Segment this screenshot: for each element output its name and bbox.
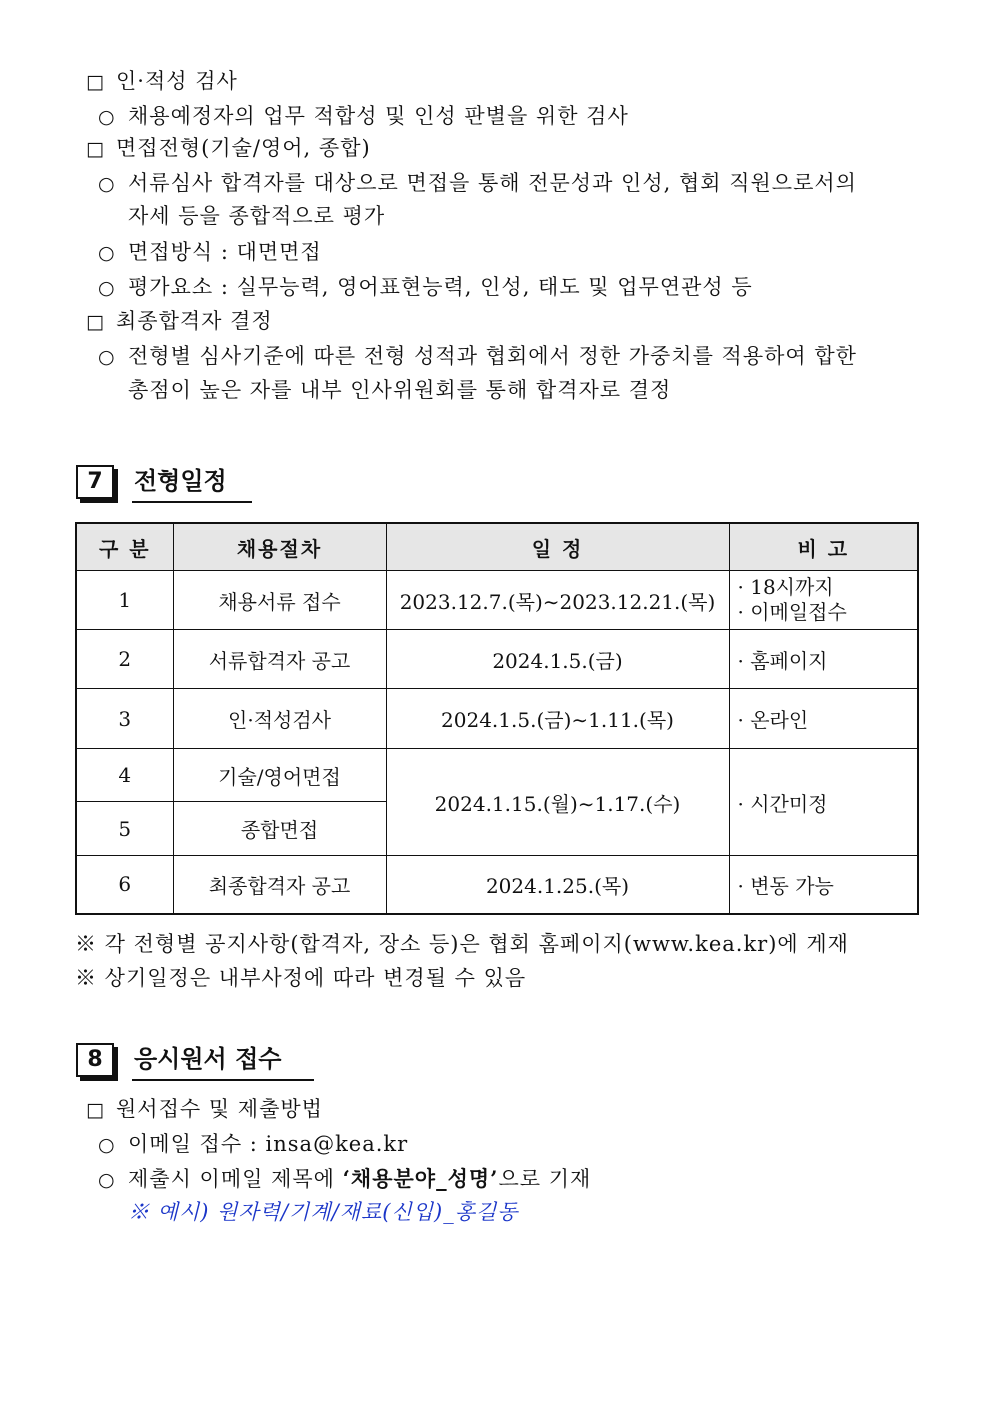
- item-email-subject: ○ 제출시 이메일 제목에 ‘채용분야_성명’으로 기재: [98, 1164, 591, 1195]
- section-number-box: 8: [76, 1043, 114, 1077]
- table-row: [76, 571, 918, 630]
- table-row: [76, 749, 918, 802]
- bullet-interview: □ 면접전형(기술/영어, 종합): [86, 133, 371, 164]
- header-schedule: 일 정: [386, 523, 729, 571]
- header-division: 구 분: [76, 523, 173, 571]
- remark-line: · 이메일접수: [737, 600, 847, 624]
- row-date: 2024.1.5.(금): [386, 630, 729, 689]
- item-interview-desc: ○ 서류심사 합격자를 대상으로 면접을 통해 전문성과 인성, 협회 직원으로서의: [98, 168, 857, 199]
- section-8-heading: [76, 1043, 336, 1083]
- item-final-decision-desc-cont: 총점이 높은 자를 내부 인사위원회를 통해 합격자로 결정: [128, 378, 672, 402]
- circle-bullet: ○: [98, 1169, 116, 1191]
- section-title: 응시원서 접수: [134, 1045, 282, 1073]
- row-procedure: 서류합격자 공고: [173, 630, 386, 689]
- bullet-final-decision: □ 최종합격자 결정: [86, 306, 273, 337]
- section-title: 전형일정: [134, 467, 227, 495]
- section-number-box: 7: [76, 465, 114, 499]
- circle-bullet: ○: [98, 173, 116, 195]
- row-procedure: 종합면접: [173, 802, 386, 856]
- section-underline: [132, 1079, 314, 1081]
- row-procedure: 인·적성검사: [173, 689, 386, 749]
- subject-format: ‘채용분야_성명’: [342, 1166, 499, 1191]
- table-row: [76, 689, 918, 749]
- item-final-decision-desc: ○ 전형별 심사기준에 따른 전형 성적과 협회에서 정한 가중치를 적용하여 합한: [98, 341, 857, 372]
- item-personality-desc: ○ 채용예정자의 업무 적합성 및 인성 판별을 위한 검사: [98, 101, 629, 132]
- bullet-application-method: □ 원서접수 및 제출방법: [86, 1094, 323, 1125]
- row-remarks: · 변동 가능: [729, 856, 918, 914]
- remark-line: · 18시까지: [737, 575, 834, 599]
- notice-announcement: ※ 각 전형별 공지사항(합격자, 장소 등)은 협회 홈페이지(www.kea.kr)에 게재: [75, 932, 849, 956]
- row-procedure: 기술/영어면접: [173, 749, 386, 802]
- square-bullet: □: [86, 71, 105, 93]
- notice-schedule-change: ※ 상기일정은 내부사정에 따라 변경될 수 있음: [75, 966, 527, 990]
- square-bullet: □: [86, 311, 105, 333]
- row-number: 1: [76, 571, 173, 630]
- table-row: [76, 856, 918, 914]
- schedule-table: [75, 522, 919, 915]
- row-procedure: 최종합격자 공고: [173, 856, 386, 914]
- row-number: 3: [76, 689, 173, 749]
- header-remarks: 비 고: [729, 523, 918, 571]
- row-remarks: [729, 571, 918, 630]
- row-date: 2024.1.5.(금)∼1.11.(목): [386, 689, 729, 749]
- item-interview-desc-cont: 자세 등을 종합적으로 평가: [128, 204, 386, 228]
- row-date: 2024.1.15.(월)∼1.17.(수): [386, 749, 729, 856]
- table-row: [76, 630, 918, 689]
- row-number: 5: [76, 802, 173, 856]
- header-procedure: 채용절차: [173, 523, 386, 571]
- subject-example: ※ 예시) 원자력/기계/재료(신입)_홍길동: [128, 1200, 519, 1224]
- item-evaluation-factors: ○ 평가요소 : 실무능력, 영어표현능력, 인성, 태도 및 업무연관성 등: [98, 272, 753, 303]
- circle-bullet: ○: [98, 106, 116, 128]
- circle-bullet: ○: [98, 346, 116, 368]
- row-number: 4: [76, 749, 173, 802]
- circle-bullet: ○: [98, 277, 116, 299]
- row-remarks: · 시간미정: [729, 749, 918, 856]
- row-remarks: · 홈페이지: [729, 630, 918, 689]
- square-bullet: □: [86, 138, 105, 160]
- section-7-heading: [76, 465, 276, 505]
- row-number: 2: [76, 630, 173, 689]
- table-header-row: [76, 523, 918, 571]
- row-number: 6: [76, 856, 173, 914]
- row-remarks: · 온라인: [729, 689, 918, 749]
- item-email-submission: ○ 이메일 접수 : insa@kea.kr: [98, 1129, 408, 1160]
- circle-bullet: ○: [98, 242, 116, 264]
- section-underline: [132, 501, 252, 503]
- square-bullet: □: [86, 1099, 105, 1121]
- circle-bullet: ○: [98, 1134, 116, 1156]
- item-interview-method: ○ 면접방식 : 대면면접: [98, 237, 322, 268]
- row-date: 2023.12.7.(목)∼2023.12.21.(목): [386, 571, 729, 630]
- row-date: 2024.1.25.(목): [386, 856, 729, 914]
- row-procedure: 채용서류 접수: [173, 571, 386, 630]
- bullet-personality-test: □ 인·적성 검사: [86, 66, 238, 97]
